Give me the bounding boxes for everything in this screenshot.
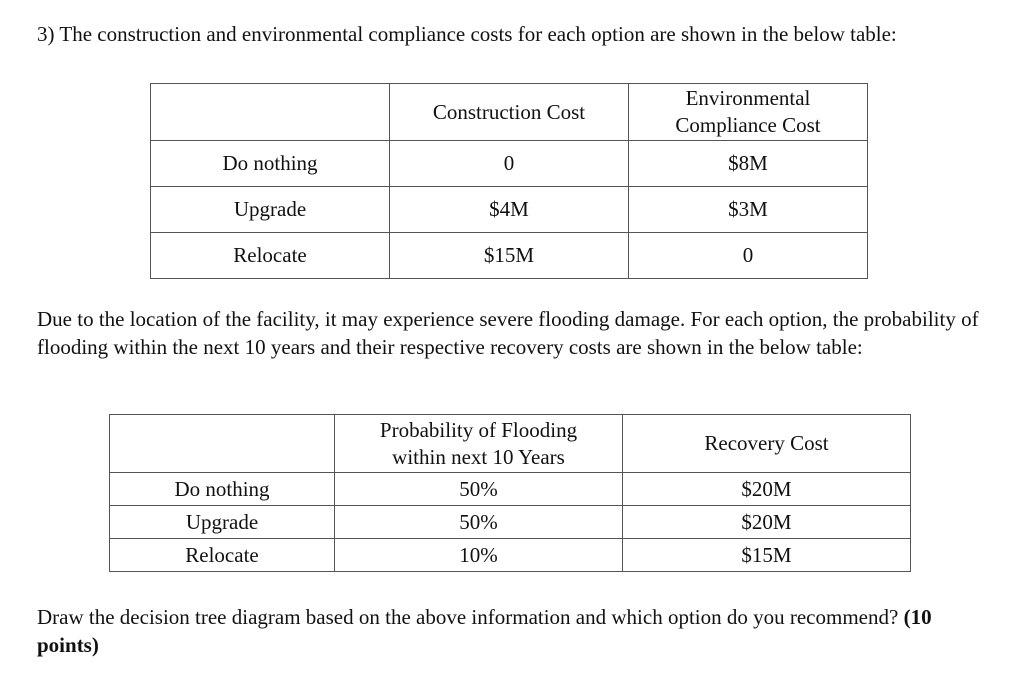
cost-option-label: Relocate [151,233,390,279]
cost-header-environmental [629,84,868,141]
cost-table-header-row [151,84,868,141]
flood-header-probability [335,415,623,473]
flood-option-label: Do nothing [110,473,335,506]
cost-table [150,83,868,279]
flood-probability-value: 10% [335,539,623,572]
cost-table-row [151,141,868,187]
cost-header-construction: Construction Cost [390,84,629,141]
cost-option-label: Upgrade [151,187,390,233]
question-intro-text: 3) The construction and environmental compliance costs for each option are shown in the below table: [37,22,897,46]
cost-table-row [151,187,868,233]
cost-header-empty [151,84,390,141]
flood-header-empty [110,415,335,473]
points-label: (10 points) [37,605,932,657]
flood-recovery-value: $15M [623,539,911,572]
flood-table-row [110,506,911,539]
question-intro [37,20,997,48]
final-question-text: Draw the decision tree diagram based on the above information and which option do you recommend? [37,605,904,629]
cost-construction-value: $15M [390,233,629,279]
final-question [37,603,997,659]
flood-table-row [110,539,911,572]
flood-table-header-row [110,415,911,473]
flood-probability-value: 50% [335,506,623,539]
flood-option-label: Upgrade [110,506,335,539]
cost-header-environmental-label: Environmental Compliance Cost [675,86,821,137]
flood-probability-value: 50% [335,473,623,506]
cost-option-label: Do nothing [151,141,390,187]
flood-recovery-value: $20M [623,506,911,539]
flood-intro [37,305,997,361]
flood-header-probability-label: Probability of Flooding within next 10 Years [379,417,578,469]
flood-table-row [110,473,911,506]
cost-table-row [151,233,868,279]
cost-construction-value: $4M [390,187,629,233]
cost-environmental-value: $8M [629,141,868,187]
cost-environmental-value: 0 [629,233,868,279]
cost-environmental-value: $3M [629,187,868,233]
flood-header-recovery: Recovery Cost [623,415,911,473]
flood-intro-text: Due to the location of the facility, it may experience severe flooding damage. For each option, the probability of flooding within the next 10 years and their respective recovery costs are shown in the below table: [37,307,979,359]
flood-table [109,414,911,572]
cost-construction-value: 0 [390,141,629,187]
flood-option-label: Relocate [110,539,335,572]
flood-recovery-value: $20M [623,473,911,506]
